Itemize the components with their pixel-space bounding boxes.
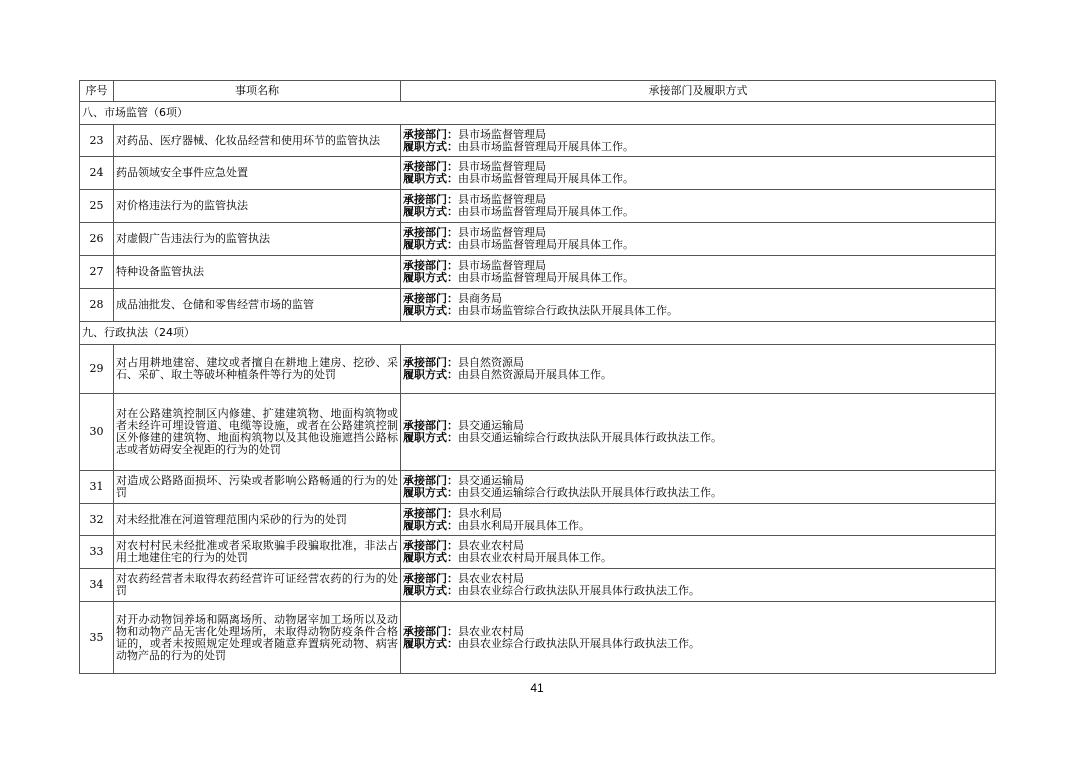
row-number: 33	[80, 536, 114, 569]
item-name: 对虚假广告违法行为的监管执法	[114, 223, 401, 256]
dept-value: 县交通运输局	[458, 419, 524, 432]
row-number: 34	[80, 569, 114, 602]
dept-value: 县农业农村局	[458, 539, 524, 552]
item-name: 对占用耕地建窑、建坟或者擅自在耕地上建房、挖砂、采石、采矿、取土等破坏种植条件等行为的处罚	[114, 345, 401, 394]
mode-value: 由县市场监督管理局开展具体工作。	[458, 172, 634, 185]
dept-cell	[401, 223, 996, 256]
table-row	[80, 223, 996, 256]
table-row	[80, 394, 996, 471]
table-row	[80, 190, 996, 223]
dept-label: 承接部门：	[403, 292, 458, 305]
mode-label: 履职方式：	[403, 486, 458, 499]
mode-line	[403, 487, 993, 499]
mode-label: 履职方式：	[403, 368, 458, 381]
dept-label: 承接部门：	[403, 572, 458, 585]
mode-value: 由县市场监管综合行政执法队开展具体工作。	[458, 304, 678, 317]
dept-cell	[401, 190, 996, 223]
mode-line	[403, 141, 993, 153]
dept-value: 县市场监督管理局	[458, 259, 546, 272]
mode-label: 履职方式：	[403, 238, 458, 251]
mode-label: 履职方式：	[403, 431, 458, 444]
dept-label: 承接部门：	[403, 356, 458, 369]
table-body	[80, 102, 996, 674]
dept-label: 承接部门：	[403, 624, 458, 638]
item-name: 对农药经营者未取得农药经营许可证经营农药的行为的处罚	[114, 569, 401, 602]
dept-label: 承接部门：	[403, 259, 458, 272]
dept-cell	[401, 289, 996, 322]
mode-line	[403, 272, 993, 284]
dept-value: 县商务局	[458, 292, 502, 305]
mode-label: 履职方式：	[403, 205, 458, 218]
row-number: 28	[80, 289, 114, 322]
dept-cell	[401, 157, 996, 190]
mode-label: 履职方式：	[403, 584, 458, 597]
mode-line	[403, 520, 993, 532]
dept-value: 县交通运输局	[458, 474, 524, 487]
row-number: 35	[80, 602, 114, 674]
header-item: 事项名称	[114, 81, 401, 102]
item-name: 药品领域安全事件应急处置	[114, 157, 401, 190]
dept-cell	[401, 536, 996, 569]
mode-value: 由县市场监督管理局开展具体工作。	[458, 139, 634, 153]
dept-value: 县自然资源局	[458, 356, 524, 369]
dept-label: 承接部门：	[403, 539, 458, 552]
mode-value: 由县水利局开展具体工作。	[458, 518, 590, 532]
mode-line	[403, 552, 993, 564]
dept-cell	[401, 125, 996, 157]
mode-line	[403, 206, 993, 218]
dept-value: 县市场监督管理局	[458, 193, 546, 206]
mode-line	[403, 585, 993, 597]
mode-line	[403, 173, 993, 185]
item-name: 对造成公路路面损坏、污染或者影响公路畅通的行为的处罚	[114, 471, 401, 504]
section-title: 九、行政执法（24项）	[80, 322, 996, 345]
dept-value: 县市场监督管理局	[458, 127, 546, 141]
mode-value: 由县交通运输综合行政执法队开展具体行政执法工作。	[458, 486, 722, 499]
table-row	[80, 602, 996, 674]
row-number: 24	[80, 157, 114, 190]
item-name: 成品油批发、仓储和零售经营市场的监管	[114, 289, 401, 322]
mode-label: 履职方式：	[403, 139, 458, 153]
dept-label: 承接部门：	[403, 419, 458, 432]
table-row	[80, 289, 996, 322]
table-row	[80, 536, 996, 569]
mode-value: 由县市场监督管理局开展具体工作。	[458, 271, 634, 284]
row-number: 27	[80, 256, 114, 289]
table-row	[80, 471, 996, 504]
header-dept: 承接部门及履职方式	[401, 81, 996, 102]
mode-label: 履职方式：	[403, 518, 458, 532]
table-row	[80, 256, 996, 289]
mode-line	[403, 432, 993, 444]
dept-value: 县市场监督管理局	[458, 160, 546, 173]
row-number: 26	[80, 223, 114, 256]
item-name: 特种设备监管执法	[114, 256, 401, 289]
mode-value: 由县农业综合行政执法队开展具体行政执法工作。	[458, 584, 700, 597]
section-row	[80, 102, 996, 125]
dept-cell	[401, 602, 996, 674]
dept-label: 承接部门：	[403, 506, 458, 520]
row-number: 23	[80, 125, 114, 157]
page-number: 41	[530, 681, 544, 695]
section-title: 八、市场监管（6项）	[80, 102, 996, 125]
dept-cell	[401, 471, 996, 504]
header-no: 序号	[80, 81, 114, 102]
item-name: 对药品、医疗器械、化妆品经营和使用环节的监管执法	[114, 125, 401, 157]
table-row	[80, 345, 996, 394]
mode-value: 由县农业综合行政执法队开展具体行政执法工作。	[458, 636, 700, 650]
row-number: 31	[80, 471, 114, 504]
mode-value: 由县自然资源局开展具体工作。	[458, 368, 612, 381]
dept-cell	[401, 569, 996, 602]
dept-label: 承接部门：	[403, 474, 458, 487]
table-header-row	[80, 81, 996, 102]
dept-cell	[401, 394, 996, 471]
dept-cell	[401, 256, 996, 289]
mode-value: 由县农业农村局开展具体工作。	[458, 551, 612, 564]
dept-cell	[401, 504, 996, 536]
mode-line	[403, 305, 993, 317]
dept-label: 承接部门：	[403, 193, 458, 206]
item-name: 对农村村民未经批准或者采取欺骗手段骗取批准，非法占用土地建住宅的行为的处罚	[114, 536, 401, 569]
dept-label: 承接部门：	[403, 127, 458, 141]
mode-label: 履职方式：	[403, 551, 458, 564]
mode-line	[403, 638, 993, 650]
dept-value: 县市场监督管理局	[458, 226, 546, 239]
item-name: 对未经批准在河道管理范围内采砂的行为的处罚	[114, 504, 401, 536]
table-row	[80, 125, 996, 157]
item-name: 对在公路建筑控制区内修建、扩建建筑物、地面构筑物或者未经许可埋设管道、电缆等设施，或者在公路建筑控制区外修建的建筑物、地面构筑物以及其他设施遮挡公路标志或者妨碍安全视距的行为的处罚	[114, 394, 401, 471]
mode-value: 由县市场监督管理局开展具体工作。	[458, 205, 634, 218]
mode-line	[403, 239, 993, 251]
dept-value: 县农业农村局	[458, 624, 524, 638]
dept-value: 县水利局	[458, 506, 502, 520]
dept-label: 承接部门：	[403, 160, 458, 173]
table-row	[80, 569, 996, 602]
table-row	[80, 157, 996, 190]
row-number: 29	[80, 345, 114, 394]
row-number: 32	[80, 504, 114, 536]
dept-value: 县农业农村局	[458, 572, 524, 585]
dept-cell	[401, 345, 996, 394]
item-table	[79, 80, 996, 674]
mode-label: 履职方式：	[403, 271, 458, 284]
mode-label: 履职方式：	[403, 636, 458, 650]
mode-label: 履职方式：	[403, 304, 458, 317]
item-name: 对价格违法行为的监管执法	[114, 190, 401, 223]
mode-line	[403, 369, 993, 381]
mode-value: 由县交通运输综合行政执法队开展具体行政执法工作。	[458, 431, 722, 444]
dept-label: 承接部门：	[403, 226, 458, 239]
table-row	[80, 504, 996, 536]
row-number: 25	[80, 190, 114, 223]
section-row	[80, 322, 996, 345]
mode-value: 由县市场监督管理局开展具体工作。	[458, 238, 634, 251]
row-number: 30	[80, 394, 114, 471]
mode-label: 履职方式：	[403, 172, 458, 185]
item-name: 对开办动物饲养场和隔离场所、动物屠宰加工场所以及动物和动物产品无害化处理场所，未取得动物防疫条件合格证的，或者未按照规定处理或者随意弃置病死动物、病害动物产品的行为的处罚	[114, 602, 401, 674]
